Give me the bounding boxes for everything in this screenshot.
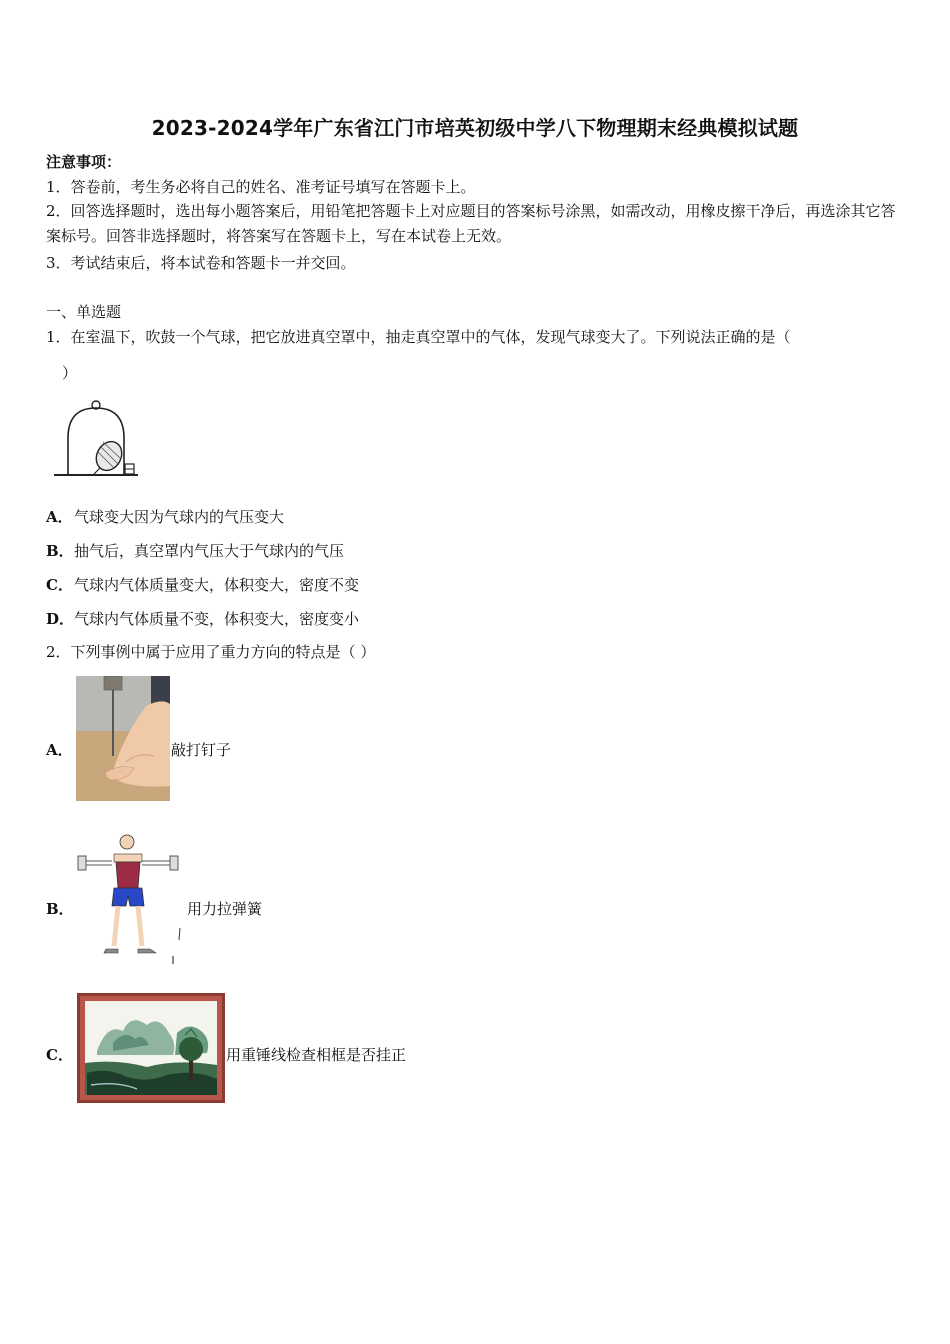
framed-painting-image [77,993,225,1103]
q1-option-b-label: B． [46,542,74,560]
q2-option-a-label: A． [46,741,73,759]
q1-option-c-text: 气球内气体质量变大，体积变大，密度不变 [74,576,360,594]
question-1-stem: 1．在室温下，吹鼓一个气球，把它放进真空罩中，抽走真空罩中的气体，发现气球变大了。下列说法正确的是（ [46,328,791,346]
q1-option-c-label: C． [46,576,73,594]
section-heading: 一、单选题 [46,303,122,321]
notice-item-3: 3．考试结束后，将本试卷和答题卡一并交回。 [46,254,356,272]
q1-option-b-text: 抽气后，真空罩内气压大于气球内的气压 [74,542,345,560]
question-2-stem: 2．下列事例中属于应用了重力方向的特点是（ ） [46,643,376,661]
q1-option-d-text: 气球内气体质量不变，体积变大，密度变小 [74,610,360,628]
q2-option-b-label: B． [46,900,74,918]
q2-option-a-text: 敲打钉子 [171,741,232,759]
q2-option-b-text: 用力拉弹簧 [187,900,263,918]
bell-jar-balloon-figure [50,398,142,480]
question-1-stem-end: ） [62,364,78,382]
q1-option-a-label: A． [46,508,73,526]
q2-option-c-label: C． [46,1046,73,1064]
hammering-nail-image [76,676,170,801]
notice-item-2: 2．回答选择题时，选出每小题答案后，用铅笔把答题卡上对应题目的答案标号涂黑，如需改动，用橡皮擦干净后，再选涂其它答案标号。回答非选择题时，将答案写在答题卡上，写在本试卷上无效。 [46,202,896,245]
notice-item-1: 1．答卷前，考生务必将自己的姓名、准考证号填写在答题卡上。 [46,178,476,196]
page-title: 2023-2024学年广东省江门市培英初级中学八下物理期末经典模拟试题 [151,116,799,140]
pulling-spring-image [76,832,186,967]
q1-option-a-text: 气球变大因为气球内的气压变大 [74,508,285,526]
notice-heading: 注意事项： [46,153,122,171]
q2-option-c-text: 用重锤线检查相框是否挂正 [226,1046,407,1064]
q1-option-d-label: D． [46,610,75,628]
